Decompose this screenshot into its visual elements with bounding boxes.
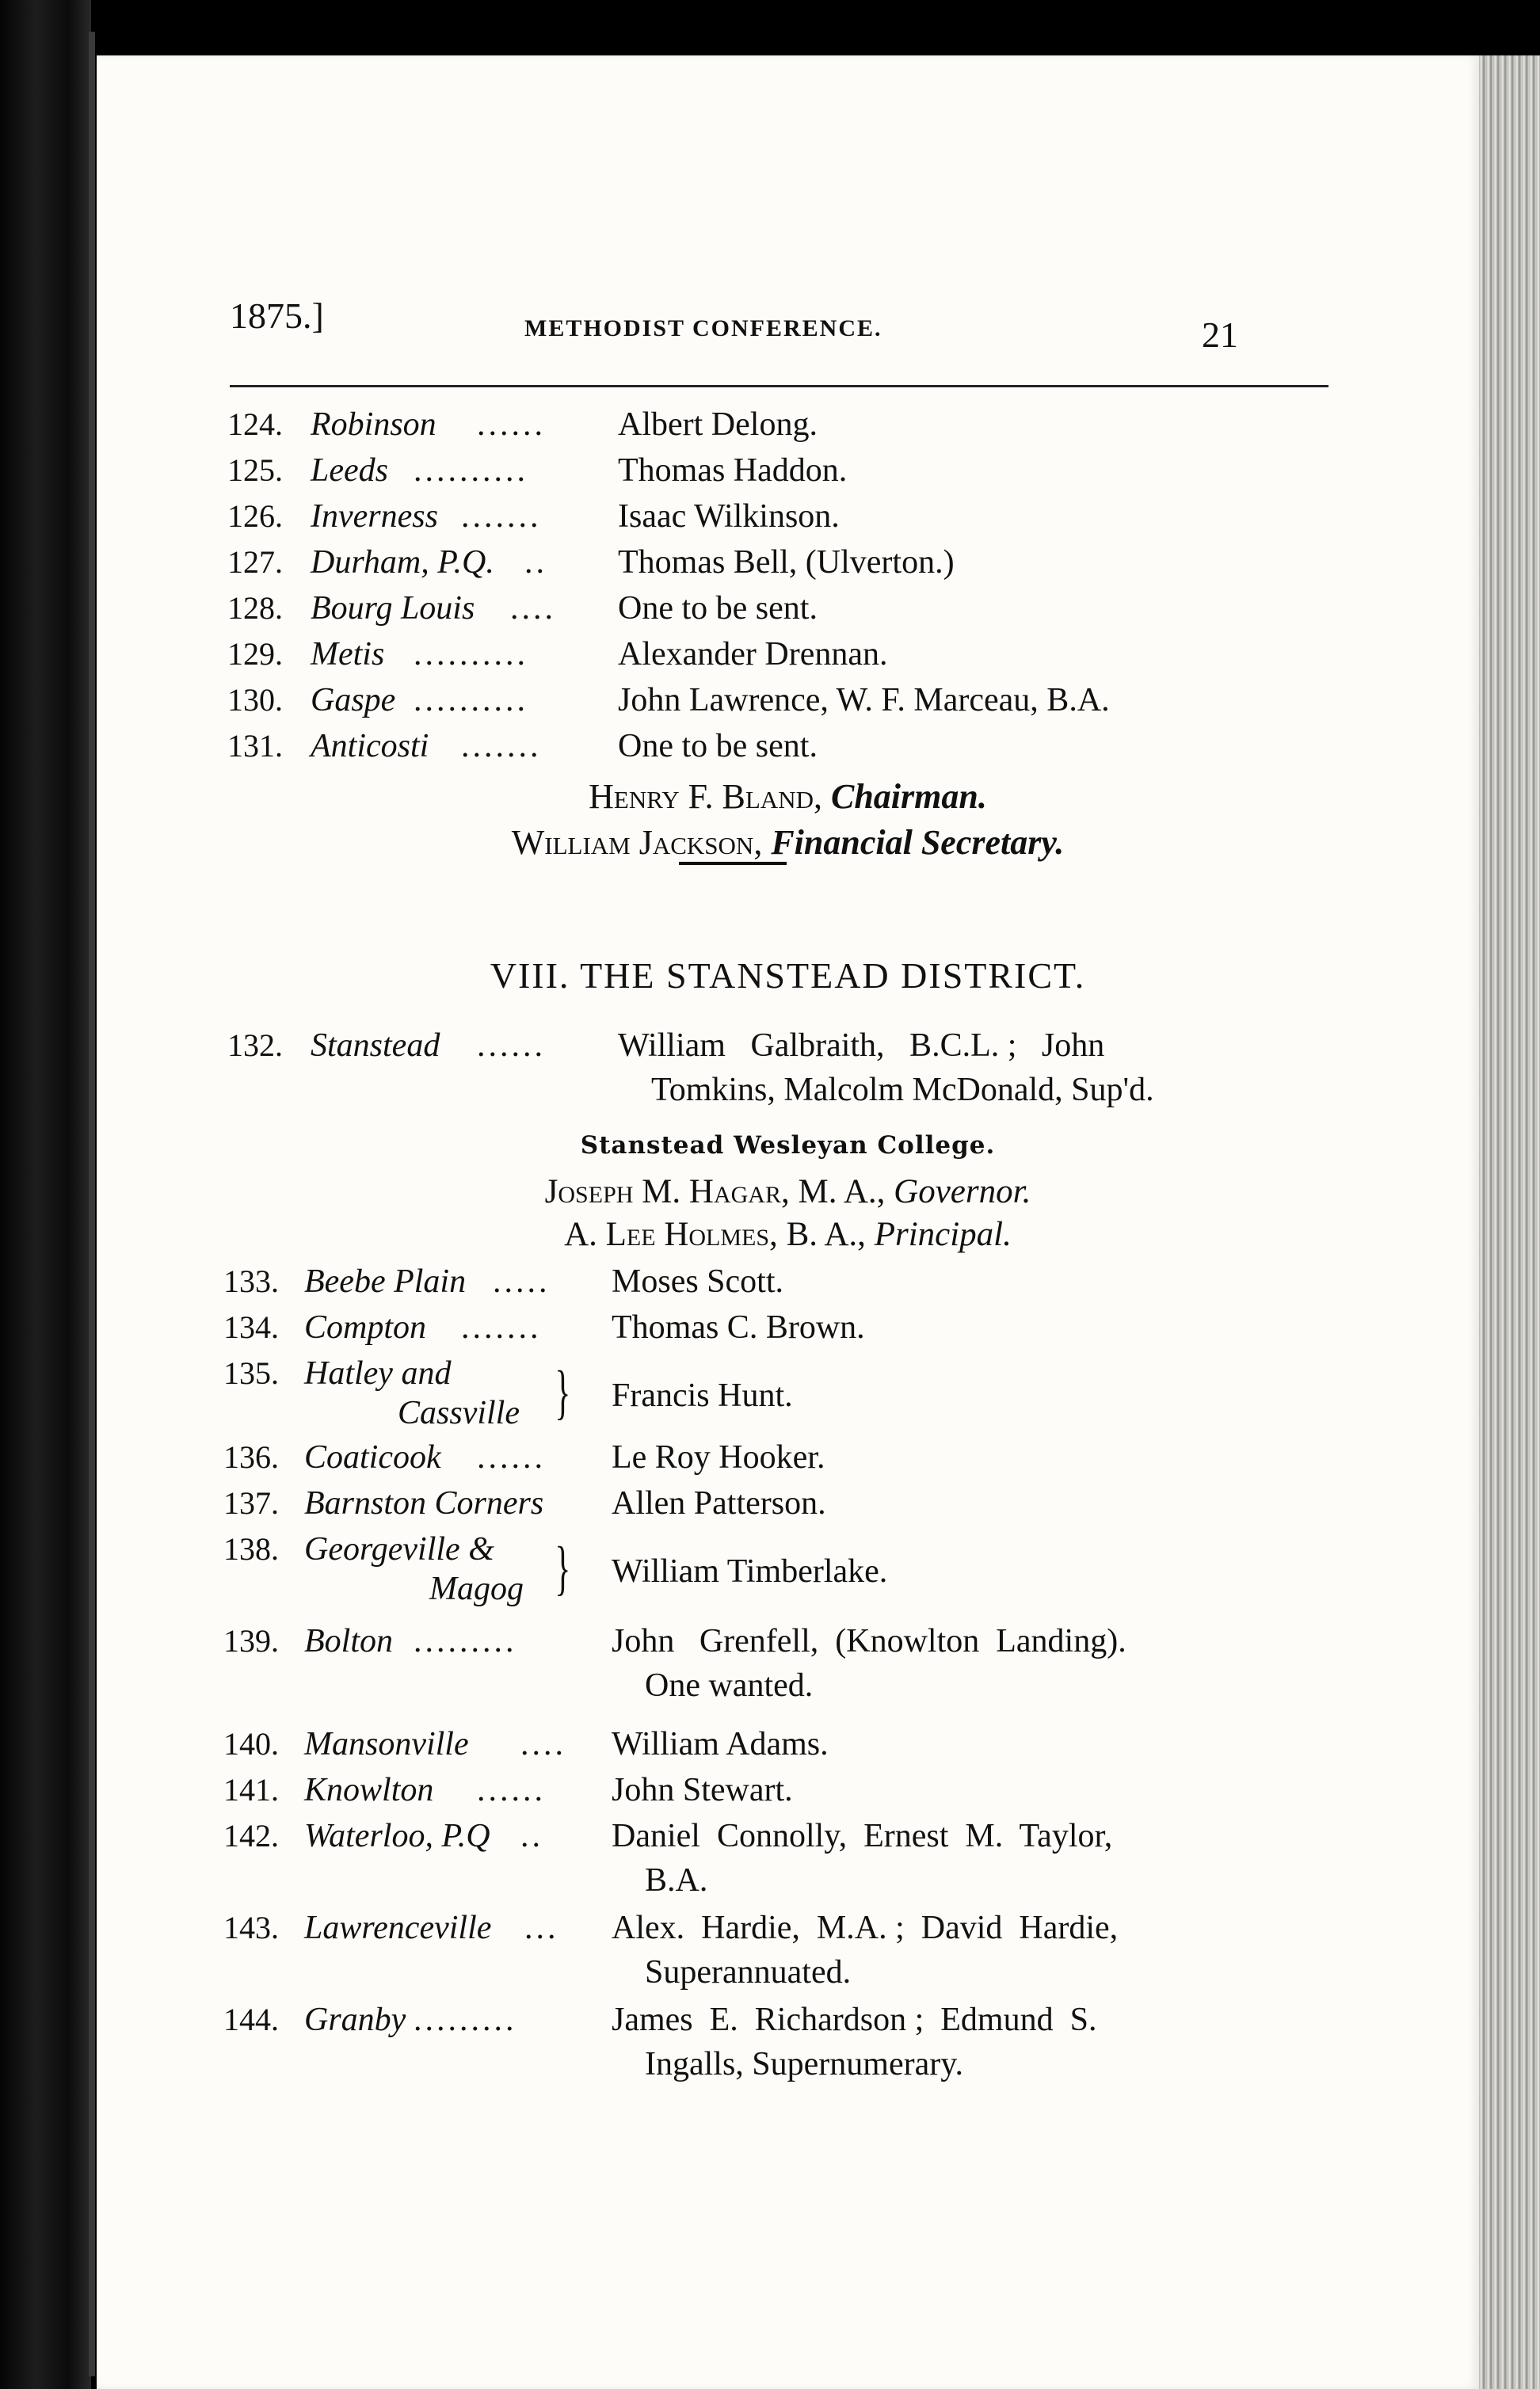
circuit-name: Lawrenceville — [304, 1910, 492, 1946]
circuit-entry — [97, 1527, 1479, 1622]
minister-names: One to be sent. — [618, 590, 818, 627]
minister-names: Isaac Wilkinson. — [618, 498, 840, 535]
minister-names: Le Roy Hooker. — [612, 1439, 825, 1476]
entry-number: 139. — [223, 1623, 279, 1659]
minister-names: One to be sent. — [618, 728, 818, 764]
circuit-name-continued: Magog — [429, 1571, 524, 1607]
secretary-name: William Jackson, — [511, 823, 763, 862]
leader-dots: .... — [510, 590, 556, 627]
college-governor — [97, 1172, 1479, 1211]
circuit-name: Robinson — [311, 406, 436, 443]
entry-number: 127. — [227, 544, 283, 580]
circuit-name: Waterloo, P.Q — [304, 1818, 490, 1854]
leader-dots: .......... — [414, 682, 528, 718]
entry-number: 134. — [223, 1309, 279, 1345]
governor-degree: M. A., — [798, 1173, 886, 1210]
entry-number: 124. — [227, 406, 283, 442]
entry-number: 143. — [223, 1910, 279, 1945]
leader-dots: ..... — [493, 1263, 551, 1300]
circuit-name: Beebe Plain — [304, 1263, 467, 1300]
college-title: Stanstead Wesleyan College. — [580, 1131, 996, 1160]
entry-number: 142. — [223, 1818, 279, 1854]
leader-dots: ... — [524, 1910, 559, 1946]
minister-names: James E. Richardson ; Edmund S. — [612, 2002, 1097, 2038]
page-number: 21 — [1202, 314, 1238, 355]
entry-number: 138. — [223, 1531, 279, 1567]
circuit-name: Stanstead — [311, 1027, 440, 1064]
minister-names: Alexander Drennan. — [618, 636, 888, 673]
circuit-name: Hatley and — [304, 1355, 452, 1392]
leader-dots: ...... — [477, 1439, 546, 1476]
circuit-name: Inverness — [311, 498, 438, 535]
circuit-name: Knowlton — [304, 1772, 434, 1808]
circuit-name: Gaspe — [311, 682, 396, 718]
header-title: METHODIST CONFERENCE. — [524, 315, 882, 341]
entry-number: 130. — [227, 682, 283, 718]
entry-number: 129. — [227, 636, 283, 672]
entry-number: 131. — [227, 728, 283, 764]
entry-number: 137. — [223, 1485, 279, 1521]
book-spine — [89, 32, 95, 2376]
minister-names: John Grenfell, (Knowlton Landing). — [612, 1623, 1126, 1659]
chairman-name: Henry F. Bland, — [589, 777, 822, 816]
principal-role: Principal. — [874, 1216, 1012, 1253]
minister-names: John Lawrence, W. F. Marceau, B.A. — [618, 682, 1110, 718]
leader-dots: .... — [520, 1726, 566, 1762]
minister-names-continued: Tomkins, Malcolm McDonald, Sup'd. — [651, 1072, 1154, 1108]
minister-names: John Stewart. — [612, 1772, 793, 1808]
circuit-entry — [97, 1619, 1479, 1714]
minister-names: Alex. Hardie, M.A. ; David Hardie, — [612, 1910, 1119, 1946]
minister-names-continued: Ingalls, Supernumerary. — [645, 2046, 963, 2082]
entry-number: 125. — [227, 452, 283, 488]
circuit-entry — [97, 1814, 1479, 1909]
leader-dots: ...... — [477, 1772, 546, 1808]
college-principal — [97, 1215, 1479, 1254]
circuit-name: Leeds — [311, 452, 388, 489]
chairman-role: Chairman. — [830, 777, 987, 816]
leader-dots: ....... — [461, 1309, 542, 1346]
leader-dots: .. — [524, 544, 547, 581]
entry-number: 140. — [223, 1726, 279, 1762]
leader-dots: .......... — [414, 452, 528, 489]
book-page — [97, 55, 1479, 2389]
circuit-entry — [97, 1998, 1479, 2093]
curly-brace: } — [555, 1359, 571, 1426]
leader-dots: ....... — [461, 728, 542, 764]
minister-names: Thomas C. Brown. — [612, 1309, 865, 1346]
governor-name: Joseph M. Hagar, — [544, 1173, 790, 1210]
circuit-name: Coaticook — [304, 1439, 441, 1476]
secretary-role: Financial Secretary. — [771, 823, 1065, 862]
entry-number: 141. — [223, 1772, 279, 1808]
governor-role: Governor. — [894, 1173, 1031, 1210]
circuit-name: Mansonville — [304, 1726, 469, 1762]
leader-dots: ....... — [461, 498, 542, 535]
circuit-name: Granby — [304, 2002, 406, 2038]
minister-names: William Galbraith, B.C.L. ; John — [618, 1027, 1105, 1064]
entry-number: 133. — [223, 1263, 279, 1299]
header-year: 1875.] — [230, 295, 324, 336]
scan-border-left — [0, 0, 91, 2389]
minister-names: William Timberlake. — [612, 1553, 888, 1590]
minister-names-continued: B.A. — [645, 1862, 708, 1899]
leader-dots: ......... — [414, 2002, 517, 2038]
circuit-name: Bourg Louis — [311, 590, 475, 627]
header-rule — [230, 385, 1328, 387]
leader-dots: ...... — [477, 1027, 546, 1064]
leader-dots: .......... — [414, 636, 528, 673]
minister-names: Daniel Connolly, Ernest M. Taylor, — [612, 1818, 1113, 1854]
entry-number: 126. — [227, 498, 283, 534]
circuit-name-continued: Cassville — [398, 1395, 520, 1431]
circuit-name: Compton — [304, 1309, 427, 1346]
minister-names: William Adams. — [612, 1726, 829, 1762]
minister-names-continued: One wanted. — [645, 1667, 814, 1704]
leader-dots: ......... — [414, 1623, 517, 1659]
entry-number: 136. — [223, 1439, 279, 1475]
minister-names: Thomas Bell, (Ulverton.) — [618, 544, 955, 581]
entry-number: 128. — [227, 590, 283, 626]
district-heading: VIII. THE STANSTEAD DISTRICT. — [490, 955, 1086, 996]
entry-number: 144. — [223, 2002, 279, 2037]
circuit-name: Metis — [311, 636, 385, 673]
principal-degree: B. A., — [786, 1216, 866, 1253]
leader-dots: ...... — [477, 406, 546, 443]
curly-brace: } — [555, 1535, 571, 1602]
entry-number: 132. — [227, 1027, 283, 1063]
minister-names: Moses Scott. — [612, 1263, 784, 1300]
leader-dots: .. — [520, 1818, 543, 1854]
section-divider — [679, 862, 787, 865]
entry-number: 135. — [223, 1355, 279, 1391]
minister-names: Allen Patterson. — [612, 1485, 826, 1522]
minister-names: Francis Hunt. — [612, 1377, 793, 1414]
running-header — [97, 271, 1479, 355]
minister-names: Thomas Haddon. — [618, 452, 848, 489]
circuit-name: Georgeville & — [304, 1531, 494, 1568]
minister-names-continued: Superannuated. — [645, 1954, 852, 1991]
circuit-name: Anticosti — [311, 728, 429, 764]
circuit-name: Barnston Corners — [304, 1485, 544, 1522]
circuit-name: Bolton — [304, 1623, 393, 1659]
minister-names: Albert Delong. — [618, 406, 818, 443]
circuit-name: Durham, P.Q. — [311, 544, 494, 581]
secretary-signature — [97, 822, 1479, 863]
chairman-signature — [97, 776, 1479, 817]
circuit-entry — [97, 1351, 1479, 1446]
principal-name: A. Lee Holmes, — [564, 1216, 778, 1253]
page-edges — [1479, 55, 1540, 2389]
circuit-entry — [97, 1906, 1479, 2001]
